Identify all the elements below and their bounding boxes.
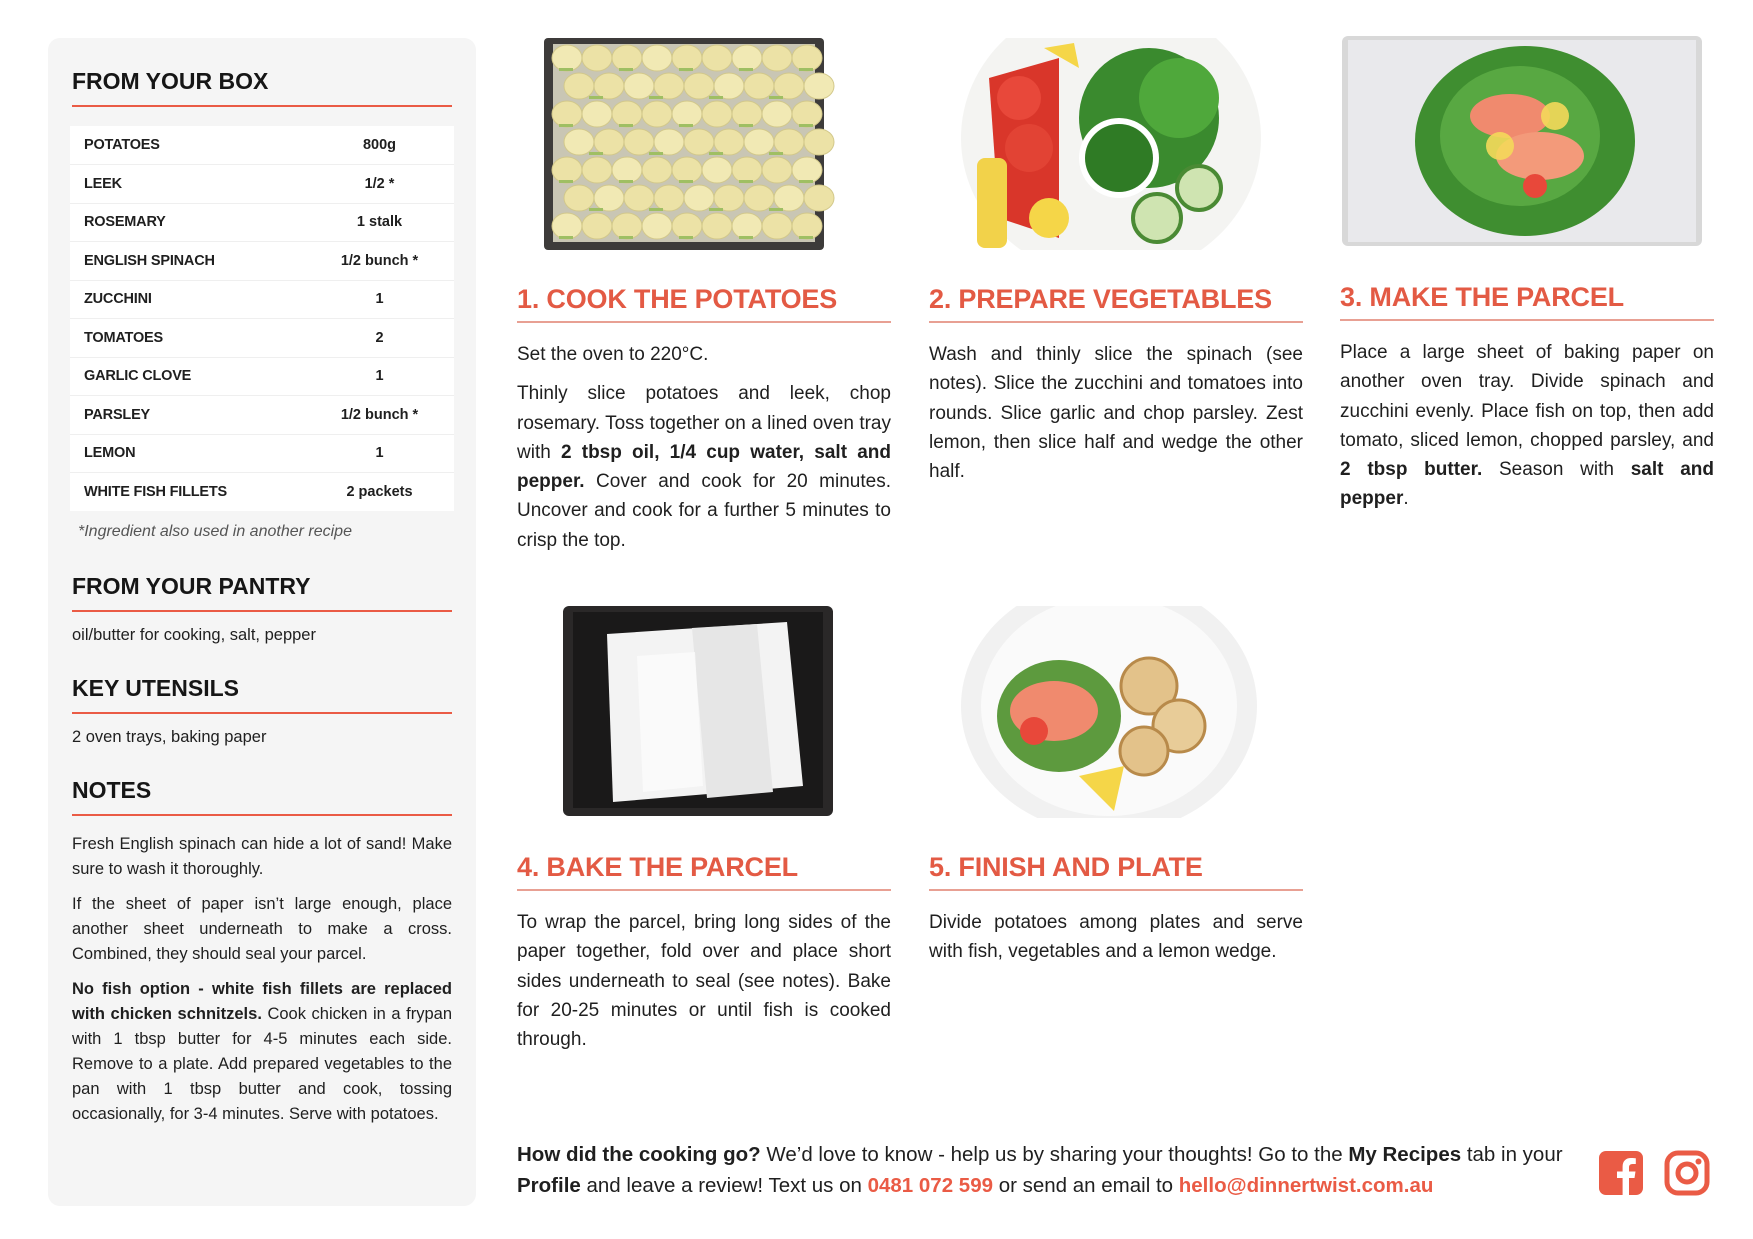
ingredient-row: [70, 357, 454, 396]
facebook-icon[interactable]: [1598, 1150, 1644, 1196]
step-3-title: 3. MAKE THE PARCEL: [1340, 282, 1714, 321]
phone-number-link[interactable]: 0481 072 599: [867, 1174, 993, 1197]
step-5-title: 5. FINISH AND PLATE: [929, 852, 1303, 891]
pantry-section: [70, 573, 454, 647]
email-link[interactable]: hello@dinnertwist.com.au: [1178, 1174, 1434, 1197]
ingredient-name: LEMON: [84, 445, 136, 462]
ingredient-name: WHITE FISH FILLETS: [84, 484, 228, 500]
step-5-photo: [929, 606, 1303, 818]
ingredient-quantity: 1/2 *: [364, 175, 395, 192]
step-4-photo: [517, 606, 891, 818]
ingredient-name: GARLIC CLOVE: [84, 368, 192, 385]
ingredient-row: [70, 203, 454, 242]
notes-paragraph-3: [72, 977, 452, 1127]
ingredient-quantity: 800g: [362, 137, 397, 153]
step-4-text: To wrap the parcel, bring long sides of the paper together, fold over and place short sides underneath to seal (see notes). Bake for 20-25 minutes or until fish is cooked through.: [517, 912, 891, 1051]
ingredient-row: [70, 319, 454, 358]
step-2-title: 2. PREPARE VEGETABLES: [929, 284, 1303, 323]
step-1: [517, 38, 891, 555]
step-2-text: Wash and thinly slice the spinach (see notes). Slice the zucchini and tomatoes into rounds. Slice garlic and chop parsley. Zest lemon, then slice half and wedge the other half.: [929, 344, 1303, 483]
step-3: [1340, 36, 1714, 514]
ingredient-quantity: 1: [375, 368, 384, 385]
my-recipes-label: My Recipes: [1348, 1143, 1462, 1166]
notes-paragraph-3-text: Cook chicken in a frypan with 1 tbsp butter for 4-5 minutes each side. Remove to a plate. Add prepared vegetables to the pan with 1 tbsp butter and cook, tossing occasionally, for 3-4 minutes. Serve with potatoes.: [72, 1005, 452, 1124]
step-4-title: 4. BAKE THE PARCEL: [517, 852, 891, 891]
ingredient-quantity: 2 packets: [346, 484, 413, 500]
step-3-text: Place a large sheet of baking paper on another oven tray. Divide spinach and zucchini evenly. Place fish on top, then add tomato, sliced lemon, chopped parsley, and 2 tbsp butter. Season with salt and pepper.: [1340, 342, 1714, 510]
ingredient-quantity: 2: [375, 329, 384, 346]
step-5-text: Divide potatoes among plates and serve with fish, vegetables and a lemon wedge.: [929, 912, 1303, 963]
from-box-heading: FROM YOUR BOX: [72, 68, 452, 107]
step-2: [929, 38, 1303, 486]
ingredient-row: [70, 473, 454, 512]
feedback-question: How did the cooking go?: [517, 1143, 761, 1166]
instagram-icon[interactable]: [1664, 1150, 1710, 1196]
ingredient-quantity: 1: [375, 291, 384, 308]
ingredient-row: [70, 280, 454, 319]
notes-heading: NOTES: [72, 777, 452, 816]
notes-section: [70, 777, 454, 1127]
ingredient-name: ZUCCHINI: [84, 291, 152, 308]
ingredient-name: LEEK: [84, 175, 122, 192]
step-3-photo: [1340, 36, 1714, 248]
ingredient-row: [70, 126, 454, 165]
ingredients-table: [70, 126, 454, 511]
utensils-text: 2 oven trays, baking paper: [72, 728, 267, 747]
step-1-text-1: Set the oven to 220°C.: [517, 344, 709, 365]
ingredient-row: [70, 165, 454, 204]
utensils-heading: KEY UTENSILS: [72, 675, 452, 714]
ingredient-name: TOMATOES: [84, 329, 163, 346]
step-1-photo: [517, 38, 891, 250]
step-2-photo: [929, 38, 1303, 250]
ingredient-quantity: 1 stalk: [356, 214, 403, 231]
notes-paragraph-2: If the sheet of paper isn’t large enough, place another sheet underneath to make a cross. Combined, they should seal your parcel.: [72, 895, 452, 964]
step-5: [929, 606, 1303, 967]
pantry-heading: FROM YOUR PANTRY: [72, 573, 452, 612]
ingredient-name: ENGLISH SPINACH: [84, 252, 215, 269]
ingredient-row: [70, 396, 454, 435]
step-4: [517, 606, 891, 1054]
ingredient-footnote: *Ingredient also used in another recipe: [78, 523, 352, 540]
ingredient-quantity: 1/2 bunch *: [340, 406, 419, 423]
notes-paragraph-1: Fresh English spinach can hide a lot of sand! Make sure to wash it thoroughly.: [72, 835, 452, 879]
pantry-text: oil/butter for cooking, salt, pepper: [72, 626, 316, 644]
ingredients-sidebar: [48, 38, 476, 1206]
profile-label: Profile: [517, 1174, 581, 1197]
feedback-message: How did the cooking go? We’d love to know - help us by sharing your thoughts! Go to the My Recipes tab in your Profile and leave a review! Text us on 0481 072 599 or send an email to hello@dinnertwist.com.au: [517, 1143, 1563, 1197]
ingredient-row: [70, 434, 454, 473]
ingredient-name: ROSEMARY: [84, 214, 166, 231]
no-fish-option: No fish option - white fish fillets are replaced with chicken schnitzels.: [72, 980, 452, 1024]
ingredient-name: PARSLEY: [84, 406, 151, 423]
ingredient-quantity: 1: [375, 445, 384, 462]
ingredient-name: POTATOES: [84, 137, 160, 153]
step-1-text-2: Thinly slice potatoes and leek, chop rosemary. Toss together on a lined oven tray with 2 tbsp oil, 1/4 cup water, salt and pepper. Cover and cook for 20 minutes. Uncover and cook for a further 5 minutes to crisp the top.: [517, 383, 891, 551]
step-1-title: 1. COOK THE POTATOES: [517, 284, 891, 323]
ingredient-row: [70, 242, 454, 281]
ingredient-quantity: 1/2 bunch *: [340, 252, 419, 269]
utensils-section: [70, 675, 454, 749]
